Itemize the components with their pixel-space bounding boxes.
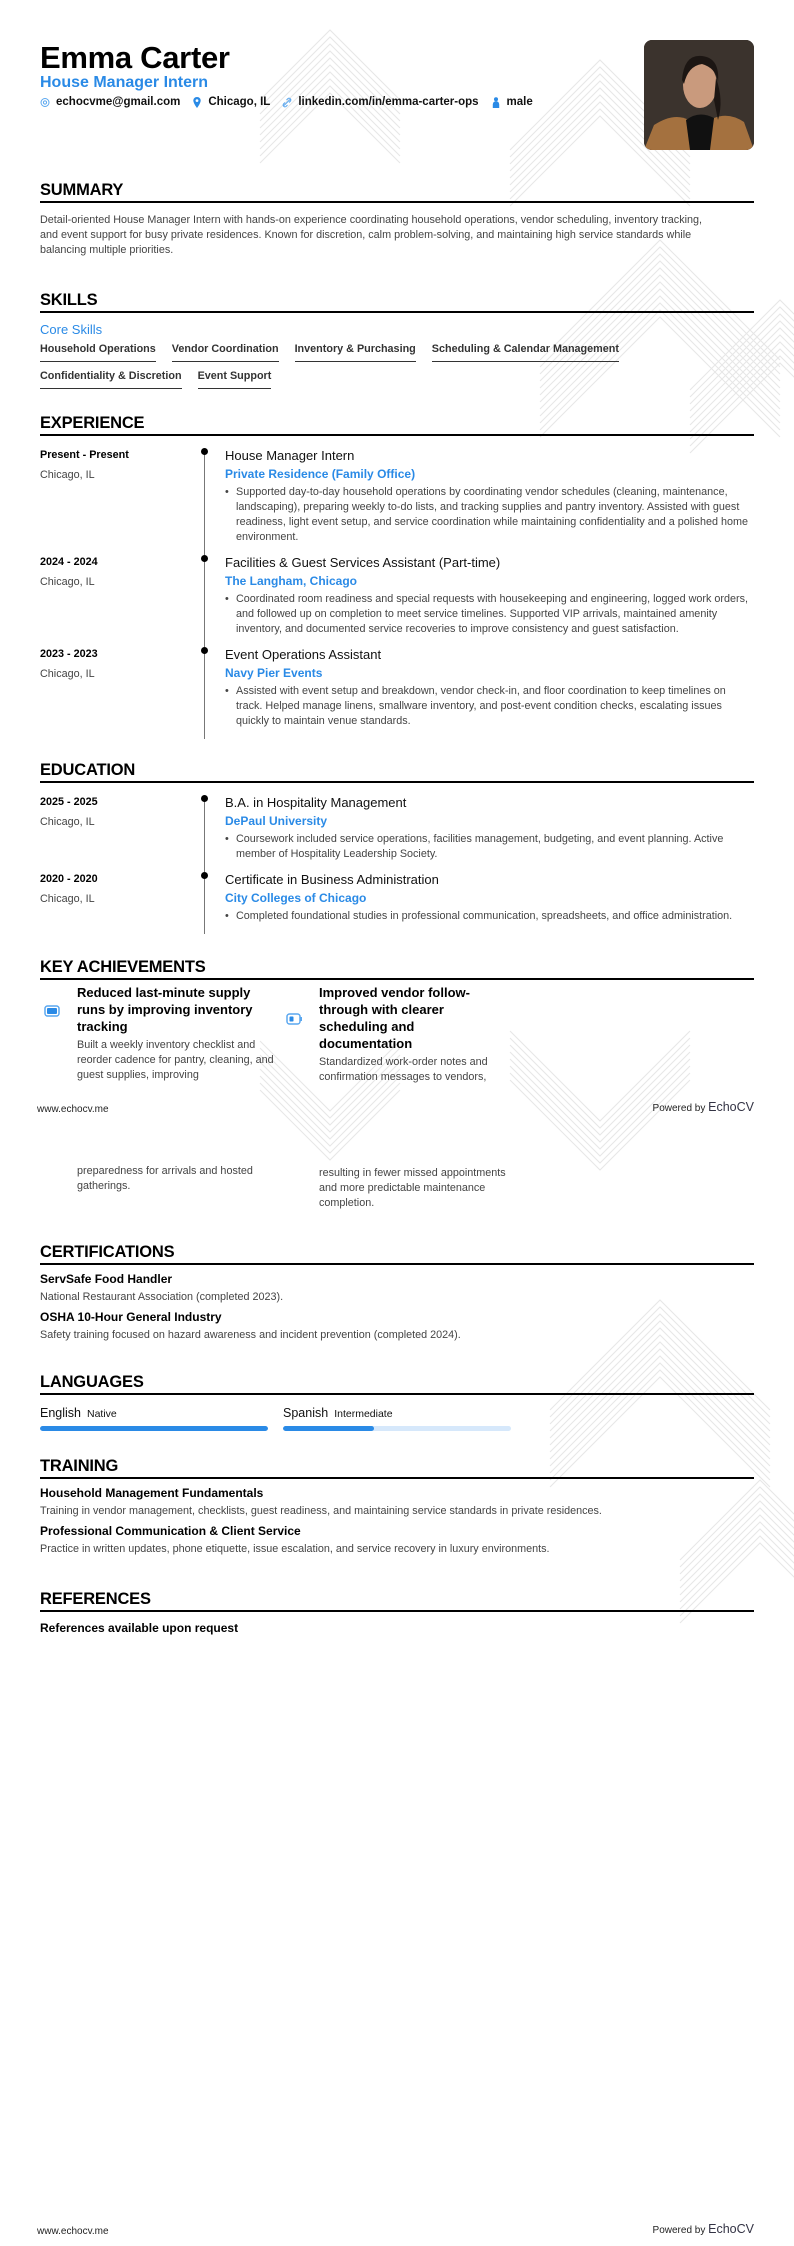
bullet-marker: • — [225, 833, 229, 845]
email-text: echocvme@gmail.com — [56, 96, 181, 108]
item-description: Training in vendor management, checklists, guest readiness, and maintaining service standards in private residences. — [40, 1505, 602, 1517]
language-level: Intermediate — [334, 1408, 393, 1420]
language-level: Native — [87, 1408, 117, 1420]
skills-section — [40, 290, 754, 389]
skills-group-title: Core Skills — [40, 322, 103, 337]
achievement-desc-continued: resulting in fewer missed appointments and more predictable maintenance completion. — [319, 1167, 506, 1209]
timeline-dot — [201, 448, 208, 455]
item-title: ServSafe Food Handler — [40, 1272, 173, 1286]
entry-location: Chicago, IL — [40, 576, 95, 588]
link-icon — [282, 97, 292, 108]
references-section — [40, 1589, 754, 1636]
entry-bullet — [225, 485, 754, 545]
contact-row — [40, 96, 533, 108]
gender-text: male — [506, 96, 533, 108]
certifications-section — [40, 1242, 754, 1347]
experience-section — [40, 413, 754, 739]
item-title: Professional Communication & Client Service — [40, 1524, 301, 1538]
language-item — [40, 1404, 268, 1431]
location-pin-icon — [192, 97, 202, 108]
timeline-line — [204, 797, 205, 872]
achievement-2-continued — [319, 1163, 509, 1211]
bullet-marker: • — [225, 593, 229, 605]
certifications-list — [40, 1271, 754, 1343]
entry-title: B.A. in Hospitality Management — [225, 795, 407, 810]
footer-site-link[interactable]: www.echocv.me — [37, 1104, 109, 1115]
entry-title: House Manager Intern — [225, 448, 355, 463]
bullet-text: Assisted with event setup and breakdown, vendor check-in, and floor coordination to keep timelines on track. Helped manage linens, smallware inventory, and post-event condition checks, escalating issues quickly to maintain venue standards. — [236, 685, 726, 727]
training-item — [40, 1485, 754, 1519]
education-heading: EDUCATION — [40, 760, 754, 783]
item-description: Practice in written updates, phone etiquette, issue escalation, and service recovery in luxury environments. — [40, 1543, 550, 1555]
person-icon — [491, 97, 501, 108]
footer-site-link[interactable]: www.echocv.me — [37, 2226, 109, 2237]
skill-tag: Confidentiality & Discretion — [40, 370, 182, 389]
language-name: English — [40, 1406, 81, 1420]
item-description: National Restaurant Association (completed 2023). — [40, 1291, 284, 1303]
entry-title: Event Operations Assistant — [225, 647, 382, 662]
summary-heading: SUMMARY — [40, 180, 754, 203]
entry-title: Certificate in Business Administration — [225, 872, 439, 887]
candidate-name: Emma Carter — [40, 40, 230, 75]
entry-bullet — [225, 832, 754, 862]
entry-meta — [40, 647, 225, 729]
at-icon — [40, 97, 50, 108]
certifications-item — [40, 1309, 754, 1343]
timeline-dot — [201, 555, 208, 562]
references-text: References available upon request — [40, 1621, 239, 1635]
timeline-line — [204, 450, 205, 555]
education-section — [40, 760, 754, 934]
entry-organization: Private Residence (Family Office) — [225, 467, 416, 481]
languages-heading: LANGUAGES — [40, 1372, 754, 1395]
contact-gender — [491, 96, 533, 108]
language-item — [283, 1404, 511, 1431]
entry-meta — [40, 872, 225, 924]
skills-list — [40, 343, 680, 389]
language-label — [283, 1404, 511, 1422]
achievement-2 — [319, 984, 509, 1085]
achievement-desc: Standardized work-order notes and confirmation messages to vendors, — [319, 1056, 488, 1083]
footer-powered[interactable] — [653, 1100, 754, 1114]
powered-by-text: Powered by — [652, 1103, 706, 1114]
entry-location: Chicago, IL — [40, 668, 95, 680]
education-entry — [40, 872, 754, 934]
entry-content — [225, 872, 754, 924]
skill-tag: Inventory & Purchasing — [295, 343, 416, 362]
entry-organization: City Colleges of Chicago — [225, 891, 367, 905]
training-list — [40, 1485, 754, 1557]
brand-logo: EchoCV — [708, 2222, 754, 2236]
experience-list — [40, 448, 754, 739]
entry-meta — [40, 795, 225, 862]
entry-organization: The Langham, Chicago — [225, 574, 358, 588]
contact-email[interactable] — [40, 96, 180, 108]
education-entry — [40, 795, 754, 872]
entry-content — [225, 555, 754, 637]
entry-date: 2023 - 2023 — [40, 648, 98, 660]
achievement-1-continued — [77, 1161, 277, 1194]
experience-heading: EXPERIENCE — [40, 413, 754, 436]
profile-photo — [644, 40, 754, 150]
languages-list — [40, 1404, 754, 1431]
skill-tag: Scheduling & Calendar Management — [432, 343, 619, 362]
item-description: Safety training focused on hazard awareness and incident prevention (completed 2024). — [40, 1329, 461, 1341]
bullet-marker: • — [225, 486, 229, 498]
entry-organization: Navy Pier Events — [225, 666, 323, 680]
language-proficiency-bar — [40, 1426, 268, 1431]
achievement-title: Improved vendor follow-through with clearer scheduling and documentation — [319, 985, 470, 1051]
achievements-heading: KEY ACHIEVEMENTS — [40, 957, 754, 980]
achievement-title: Reduced last-minute supply runs by improving inventory tracking — [77, 985, 253, 1034]
achievement-1 — [77, 984, 277, 1083]
entry-content — [225, 647, 754, 729]
entry-location: Chicago, IL — [40, 816, 95, 828]
footer-powered[interactable] — [653, 2222, 754, 2236]
experience-entry — [40, 647, 754, 739]
entry-meta — [40, 448, 225, 545]
skill-tag: Event Support — [198, 370, 272, 389]
language-label — [40, 1404, 268, 1422]
timeline-dot — [201, 795, 208, 802]
skills-heading: SKILLS — [40, 290, 754, 313]
language-name: Spanish — [283, 1406, 329, 1420]
location-text: Chicago, IL — [208, 96, 271, 108]
education-list — [40, 795, 754, 934]
brand-logo: EchoCV — [708, 1100, 754, 1114]
battery-full-icon — [44, 1005, 61, 1017]
item-title: Household Management Fundamentals — [40, 1486, 264, 1500]
entry-location: Chicago, IL — [40, 893, 95, 905]
entry-content — [225, 795, 754, 862]
bullet-text: Completed foundational studies in professional communication, spreadsheets, and office administration. — [236, 910, 733, 922]
contact-location — [192, 96, 270, 108]
item-title: OSHA 10-Hour General Industry — [40, 1310, 222, 1324]
training-section — [40, 1456, 754, 1561]
bullet-text: Coursework included service operations, facilities management, budgeting, and event planning. Active member of Hospitality Leadership Society. — [236, 833, 724, 860]
battery-low-icon — [286, 1013, 303, 1025]
timeline-line — [204, 557, 205, 647]
bullet-text: Supported day-to-day household operations by coordinating vendor schedules (cleaning, maintenance, landscaping), preparing weekly to-do lists, and tracking supplies and pantry inventory. Assisted with guest readiness, light event setup, and service coordination while maintaining confidentiality and a polished home environment. — [236, 486, 748, 543]
language-proficiency-fill — [283, 1426, 374, 1431]
timeline-line — [204, 874, 205, 934]
certifications-heading: CERTIFICATIONS — [40, 1242, 754, 1265]
language-proficiency-bar — [283, 1426, 511, 1431]
timeline-dot — [201, 647, 208, 654]
entry-content — [225, 448, 754, 545]
entry-date: Present - Present — [40, 449, 129, 461]
experience-entry — [40, 448, 754, 555]
skill-tag: Household Operations — [40, 343, 156, 362]
achievement-desc: Built a weekly inventory checklist and reorder cadence for pantry, cleaning, and guest supplies, improving — [77, 1039, 274, 1081]
powered-by-text: Powered by — [652, 2225, 706, 2236]
entry-bullet — [225, 592, 754, 637]
references-heading: REFERENCES — [40, 1589, 754, 1612]
training-item — [40, 1523, 754, 1557]
candidate-title: House Manager Intern — [40, 74, 209, 91]
summary-section — [40, 180, 754, 258]
entry-bullet — [225, 909, 754, 924]
achievement-desc-continued: preparedness for arrivals and hosted gatherings. — [77, 1165, 253, 1192]
entry-bullet — [225, 684, 754, 729]
training-heading: TRAINING — [40, 1456, 754, 1479]
language-proficiency-fill — [40, 1426, 268, 1431]
entry-meta — [40, 555, 225, 637]
entry-date: 2020 - 2020 — [40, 873, 98, 885]
entry-date: 2024 - 2024 — [40, 556, 98, 568]
entry-location: Chicago, IL — [40, 469, 95, 481]
certifications-item — [40, 1271, 754, 1305]
bullet-marker: • — [225, 685, 229, 697]
timeline-line — [204, 649, 205, 739]
entry-organization: DePaul University — [225, 814, 328, 828]
entry-title: Facilities & Guest Services Assistant (Part-time) — [225, 555, 501, 570]
linkedin-text: linkedin.com/in/emma-carter-ops — [298, 96, 479, 108]
skill-tag: Vendor Coordination — [172, 343, 279, 362]
timeline-dot — [201, 872, 208, 879]
achievements-section — [40, 957, 754, 980]
entry-date: 2025 - 2025 — [40, 796, 98, 808]
experience-entry — [40, 555, 754, 647]
summary-text: Detail-oriented House Manager Intern with hands-on experience coordinating household operations, vendor scheduling, inventory tracking, and event support for busy private residences. Known for discretion, calm problem-solving, and maintaining high service standards while balancing multiple priorities. — [40, 214, 703, 256]
bullet-text: Coordinated room readiness and special requests with housekeeping and engineering, logged work orders, and followed up on completion to meet service timelines. Supported VIP arrivals, maintained amenity inventory, and documented service recoveries to improve consistency and guest satisfaction. — [236, 593, 748, 635]
languages-section — [40, 1372, 754, 1431]
contact-linkedin[interactable] — [282, 96, 478, 108]
bullet-marker: • — [225, 910, 229, 922]
